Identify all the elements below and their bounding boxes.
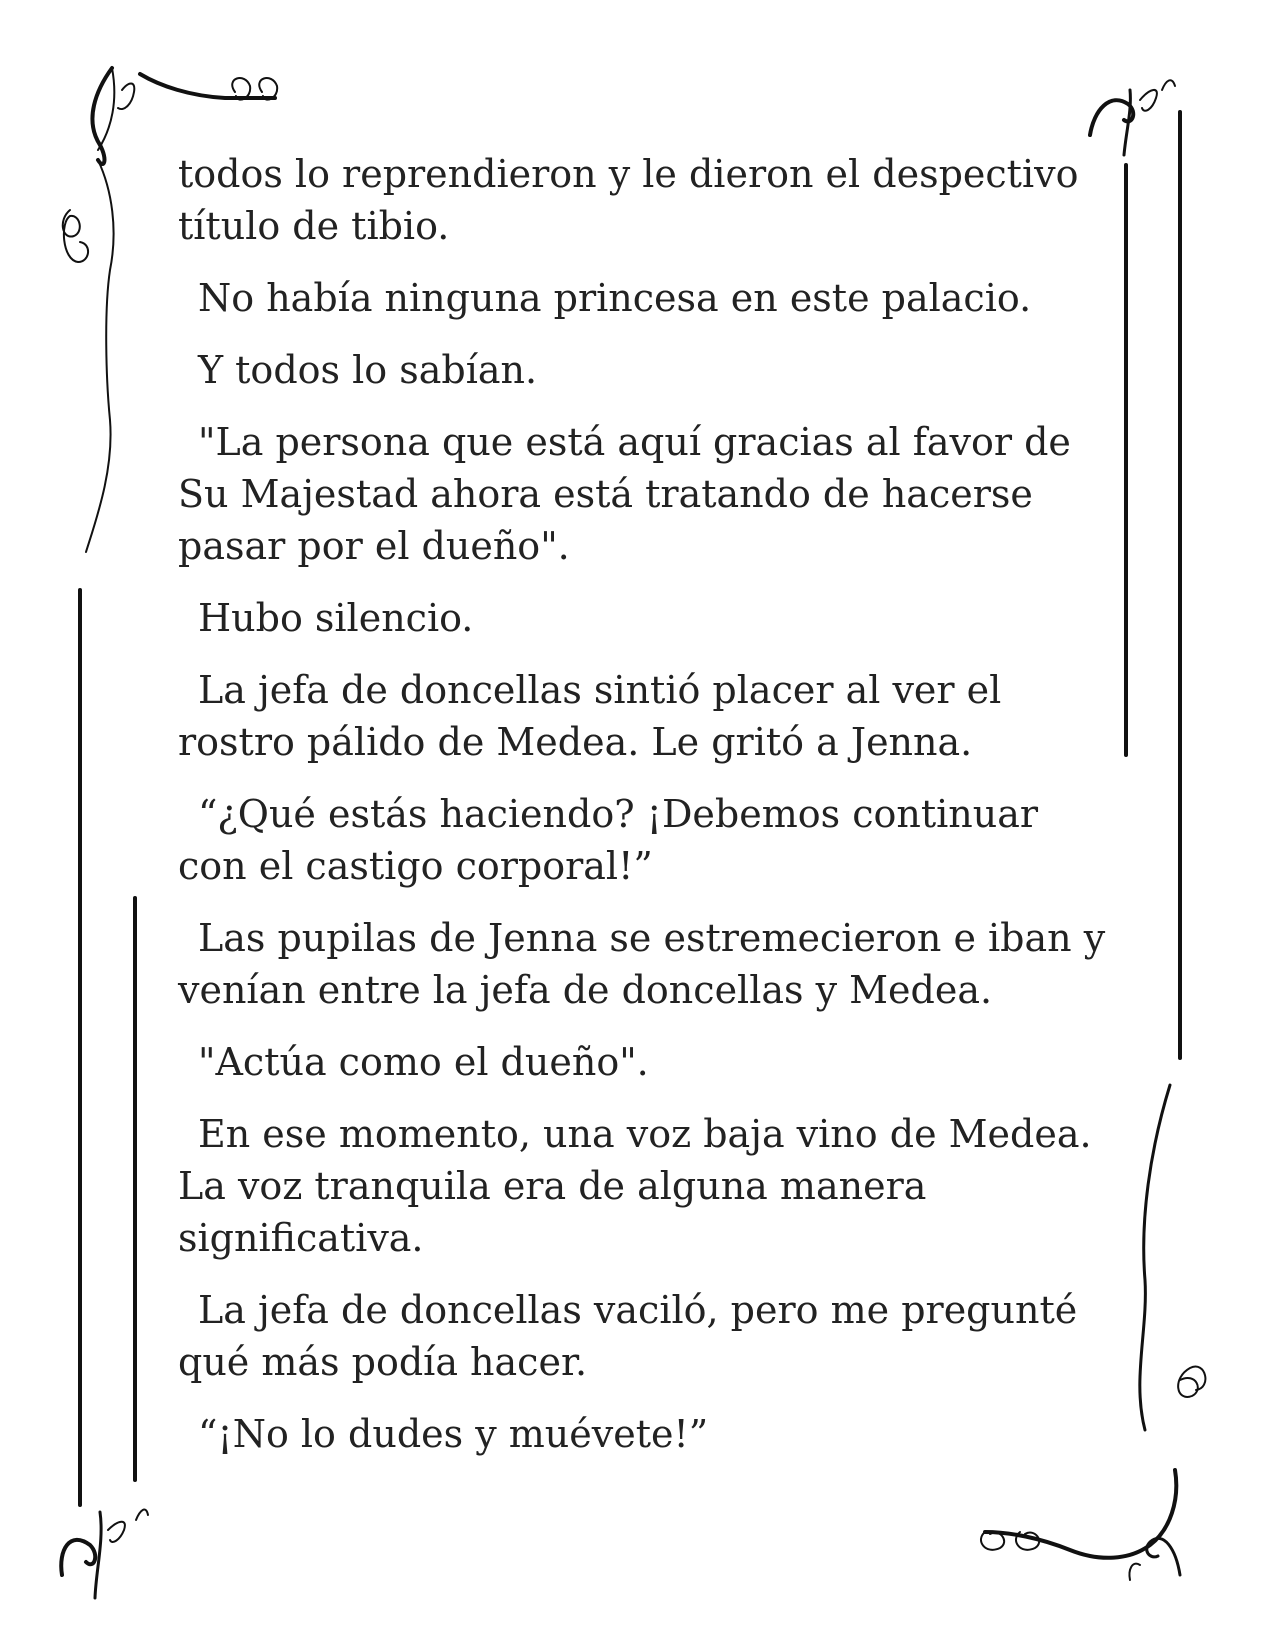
- paragraph: Las pupilas de Jenna se estremecieron e iban y venían entre la jefa de doncellas y Medea.: [178, 916, 1118, 1012]
- paragraph: En ese momento, una voz baja vino de Medea. La voz tranquila era de alguna manera significativa.: [178, 1112, 1104, 1260]
- bottom-left-flourish: [61, 1510, 148, 1598]
- paragraph: “¡No lo dudes y muévete!”: [198, 1412, 709, 1456]
- paragraph: Y todos lo sabían.: [198, 348, 538, 392]
- paragraph: La jefa de doncellas vaciló, pero me pregunté qué más podía hacer.: [178, 1288, 1090, 1384]
- top-right-flourish: [1090, 80, 1175, 155]
- page-body-text: [178, 148, 1118, 1480]
- paragraph: "Actúa como el dueño".: [198, 1040, 649, 1084]
- paragraph: todos lo reprendieron y le dieron el despectivo título de tibio.: [178, 152, 1091, 248]
- paragraph: No había ninguna princesa en este palacio.: [198, 276, 1032, 320]
- paragraph: Hubo silencio.: [198, 596, 474, 640]
- paragraph: "La persona que está aquí gracias al favor de Su Majestad ahora está tratando de hacerse pasar por el dueño".: [178, 420, 1083, 568]
- paragraph: “¿Qué estás haciendo? ¡Debemos continuar con el castigo corporal!”: [178, 792, 1051, 888]
- paragraph: La jefa de doncellas sintió placer al ver el rostro pálido de Medea. Le gritó a Jenna.: [178, 668, 1014, 764]
